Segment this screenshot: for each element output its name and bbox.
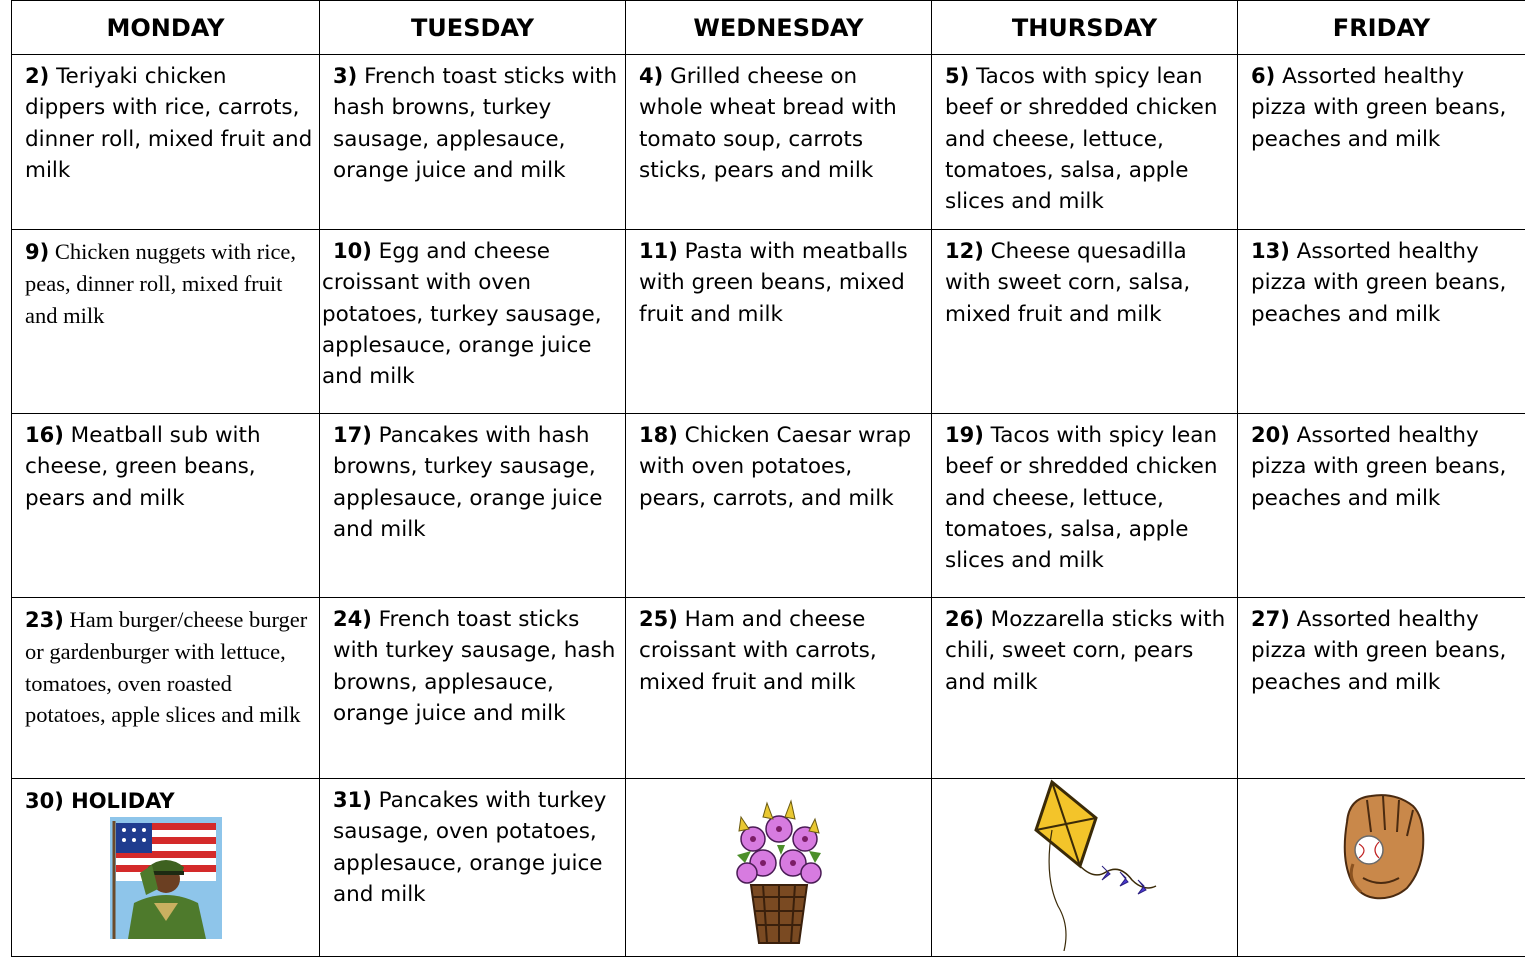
- day-number: 26): [945, 607, 984, 631]
- menu-text: Teriyaki chicken dippers with rice, carrots, dinner roll, mixed fruit and milk: [25, 64, 313, 183]
- day-cell: [12, 779, 320, 957]
- menu-text: Tacos with spicy lean beef or shredded chicken and cheese, lettuce, tomatoes, salsa, apple slices and milk: [945, 64, 1218, 215]
- day-cell: [12, 414, 320, 598]
- day-number: 13): [1251, 239, 1290, 263]
- menu-text: French toast sticks with hash browns, turkey sausage, applesauce, orange juice and milk: [333, 64, 618, 183]
- day-number: 5): [945, 64, 970, 88]
- day-cell: [320, 779, 626, 957]
- day-number: 11): [639, 239, 678, 263]
- menu-text: Chicken nuggets with rice, peas, dinner roll, mixed fruit and milk: [25, 239, 297, 328]
- day-number: 12): [945, 239, 984, 263]
- menu-text: French toast sticks with turkey sausage, hash browns, applesauce, orange juice and milk: [333, 607, 616, 726]
- day-cell: [1238, 779, 1525, 957]
- day-cell: [320, 55, 626, 230]
- day-number: 2): [25, 64, 50, 88]
- day-cell: [1238, 414, 1525, 598]
- day-cell: [1238, 598, 1525, 779]
- day-cell: [626, 55, 932, 230]
- day-cell: [932, 598, 1238, 779]
- menu-text: Ham and cheese croissant with carrots, mixed fruit and milk: [639, 607, 877, 695]
- day-number: 31): [333, 788, 372, 812]
- day-number: 10): [333, 239, 372, 263]
- menu-text: Assorted healthy pizza with green beans, peaches and milk: [1251, 423, 1507, 511]
- day-cell: [320, 230, 626, 414]
- weekday-header-row: [12, 1, 1525, 55]
- week-row: [12, 55, 1525, 230]
- day-number: 18): [639, 423, 678, 447]
- menu-text: Pancakes with hash browns, turkey sausage, applesauce, orange juice and milk: [333, 423, 603, 542]
- menu-text: Pancakes with turkey sausage, oven potatoes, applesauce, orange juice and milk: [333, 788, 607, 907]
- menu-text: Assorted healthy pizza with green beans, peaches and milk: [1251, 607, 1507, 695]
- day-number: 9): [25, 240, 50, 264]
- day-cell: [932, 414, 1238, 598]
- day-number: 17): [333, 423, 372, 447]
- header-tuesday: TUESDAY: [320, 1, 626, 55]
- day-cell: [320, 414, 626, 598]
- day-cell: [12, 230, 320, 414]
- soldier-saluting-flag-icon: [110, 817, 222, 939]
- day-cell: [626, 230, 932, 414]
- baseball-glove-icon: [1337, 792, 1427, 902]
- day-cell: [12, 55, 320, 230]
- menu-text: Chicken Caesar wrap with oven potatoes, pears, carrots, and milk: [639, 423, 912, 511]
- week-row: [12, 779, 1525, 957]
- day-cell: [1238, 55, 1525, 230]
- day-cell: [626, 779, 932, 957]
- lunch-menu-calendar: [11, 0, 1525, 957]
- day-cell: [932, 779, 1238, 957]
- header-thursday: THURSDAY: [932, 1, 1238, 55]
- day-number: 19): [945, 423, 984, 447]
- day-cell: [626, 598, 932, 779]
- menu-text: Meatball sub with cheese, green beans, pears and milk: [25, 423, 261, 511]
- week-row: [12, 598, 1525, 779]
- menu-text: Cheese quesadilla with sweet corn, salsa, mixed fruit and milk: [945, 239, 1191, 327]
- day-cell: [1238, 230, 1525, 414]
- week-row: [12, 414, 1525, 598]
- holiday-label: 30) HOLIDAY: [25, 789, 175, 813]
- day-cell: [932, 230, 1238, 414]
- day-cell: [932, 55, 1238, 230]
- day-number: 20): [1251, 423, 1290, 447]
- kite-icon: [1010, 776, 1160, 951]
- day-number: 23): [25, 608, 64, 632]
- menu-text: Tacos with spicy lean beef or shredded chicken and cheese, lettuce, tomatoes, salsa, apple slices and milk: [945, 423, 1218, 574]
- day-number: 16): [25, 423, 64, 447]
- day-cell: [320, 598, 626, 779]
- week-row: [12, 230, 1525, 414]
- menu-text: Grilled cheese on whole wheat bread with tomato soup, carrots sticks, pears and milk: [639, 64, 897, 183]
- menu-text: Mozzarella sticks with chili, sweet corn, pears and milk: [945, 607, 1226, 695]
- day-cell: [12, 598, 320, 779]
- flower-basket-icon: [723, 793, 835, 953]
- day-cell: [626, 414, 932, 598]
- day-number: 6): [1251, 64, 1276, 88]
- header-friday: FRIDAY: [1238, 1, 1525, 55]
- menu-text: Assorted healthy pizza with green beans, peaches and milk: [1251, 64, 1507, 152]
- menu-text: Ham burger/cheese burger or gardenburger with lettuce, tomatoes, oven roasted potatoes, apple slices and milk: [25, 607, 308, 727]
- day-number: 3): [333, 64, 358, 88]
- day-number: 4): [639, 64, 664, 88]
- day-number: 25): [639, 607, 678, 631]
- header-monday: MONDAY: [12, 1, 320, 55]
- day-number: 27): [1251, 607, 1290, 631]
- menu-text: Egg and cheese croissant with oven potatoes, turkey sausage, applesauce, orange juice and milk: [322, 239, 602, 390]
- day-number: 24): [333, 607, 372, 631]
- menu-text: Assorted healthy pizza with green beans, peaches and milk: [1251, 239, 1507, 327]
- menu-text: Pasta with meatballs with green beans, mixed fruit and milk: [639, 239, 908, 327]
- header-wednesday: WEDNESDAY: [626, 1, 932, 55]
